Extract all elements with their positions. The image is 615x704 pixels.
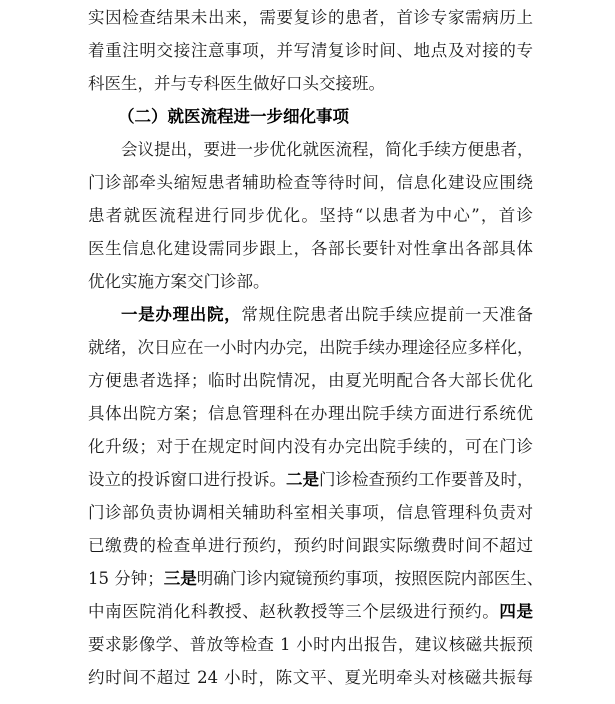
text-line: 要求影像学、普放等检查 1 小时内出报告，建议核磁共振预	[88, 635, 533, 654]
text-line: 约时间不超过 24 小时，陈文平、夏光明牵头对核磁共振每	[88, 668, 533, 687]
text-line	[88, 467, 533, 493]
text-span: 设立的投诉窗口进行投诉。	[88, 470, 286, 489]
text-span: 门诊检查预约工作要普及时，	[319, 470, 534, 489]
text-line	[88, 599, 533, 625]
text-line: 门诊部牵头缩短患者辅助检查等待时间，信息化建设应围绕	[88, 173, 533, 192]
text-line: 患者就医流程进行同步优化。坚持“以患者为中心”，首诊	[88, 206, 533, 225]
bold-lead: 二是	[286, 470, 319, 489]
text-line: 化升级；对于在规定时间内没有办完出院手续的，可在门诊	[88, 437, 533, 456]
text-line: 会议提出，要进一步优化就医流程，简化手续方便患者，	[121, 140, 534, 159]
text-line: 方便患者选择；临时出院情况，由夏光明配合各大部长优化	[88, 371, 533, 390]
bold-lead: 三是	[163, 569, 197, 588]
text-line	[121, 302, 533, 328]
text-line: 优化实施方案交门诊部。	[88, 272, 270, 291]
text-span: 15 分钟；	[88, 569, 164, 588]
text-line: 着重注明交接注意事项，并写清复诊时间、地点及对接的专	[88, 41, 533, 60]
text-line: 门诊部负责协调相关辅助科室相关事项，信息管理科负责对	[88, 503, 533, 522]
section-heading: （二）就医流程进一步细化事项	[118, 107, 349, 126]
text-line: 科医生，并与专科医生做好口头交接班。	[88, 74, 385, 93]
text-line	[88, 566, 544, 592]
text-span: 常规住院患者出院手续应提前一天准备	[241, 305, 534, 324]
bold-lead: 四是	[499, 602, 534, 621]
text-span: 中南医院消化科教授、赵秋教授等三个层级进行预约。	[88, 602, 500, 621]
text-line: 实因检查结果未出来，需要复诊的患者，首诊专家需病历上	[88, 8, 533, 27]
text-line: 就绪，次日应在一小时内办完，出院手续办理途径应多样化，	[88, 338, 534, 357]
text-line: 医生信息化建设需同步跟上，各部长要针对性拿出各部具体	[88, 239, 533, 258]
text-line: 已缴费的检查单进行预约，预约时间跟实际缴费时间不超过	[88, 536, 533, 555]
text-line: 具体出院方案；信息管理科在办理出院手续方面进行系统优	[88, 404, 533, 423]
bold-lead: 一是办理出院，	[121, 305, 242, 324]
text-span: 明确门诊内窥镜预约事项，按照医院内部医生、	[196, 569, 544, 588]
